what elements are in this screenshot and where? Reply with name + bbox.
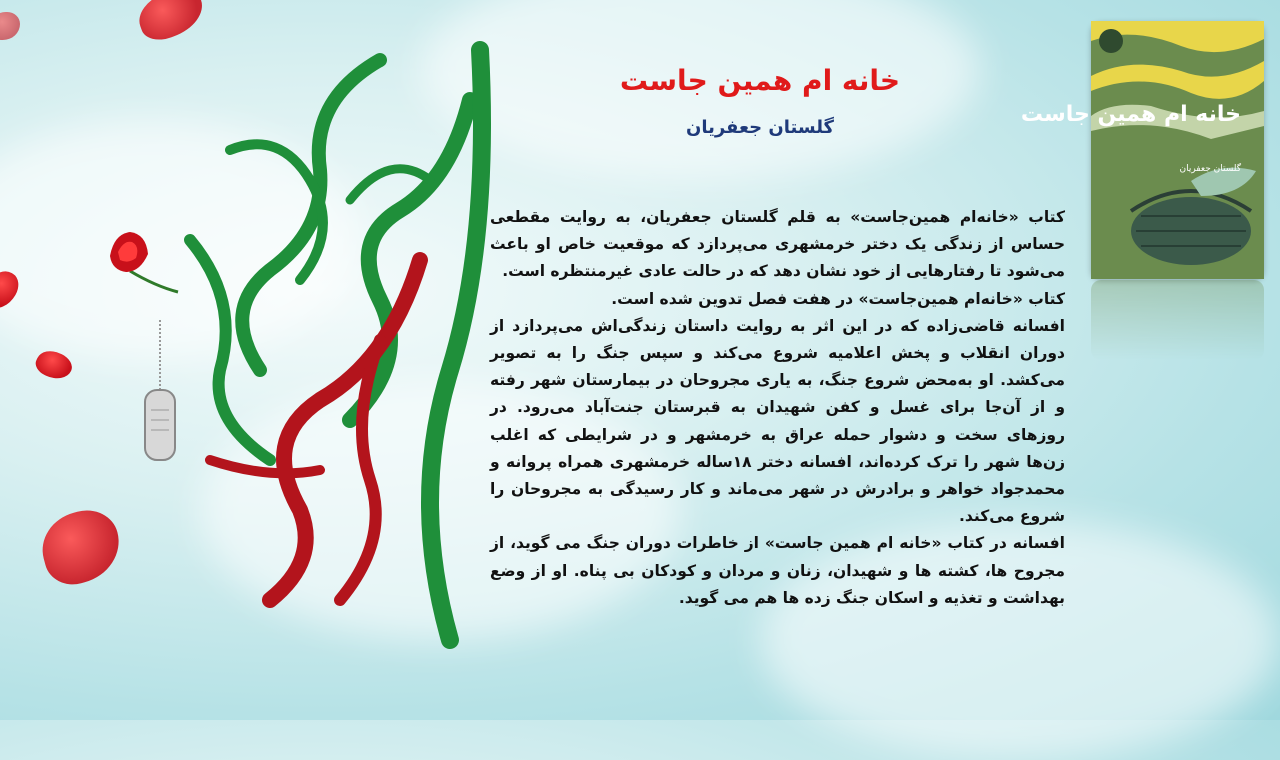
page-title: خانه ام همین جاست xyxy=(619,64,901,97)
author-name: گلستان جعفریان xyxy=(685,117,835,138)
book-cover-reflection xyxy=(1091,280,1264,360)
dog-tag-icon xyxy=(135,320,185,470)
paragraph: افسانه در کتاب «خانه ام همین جاست» از خاطرات دوران جنگ می گوید، از مجروح ها، کشته ها و شهیدان، زنان و مردان و کودکان بی پناه. او از وضع بهداشت و تغذیه و اسکان جنگ زده ها هم می گوید. xyxy=(490,534,1065,607)
paragraph: کتاب «خانه‌ام همین‌جاست» به قلم گلستان جعفریان، به روایت مقطعی حساس از زندگی یک دختر خرمشهری می‌پردازد که موقعیت خاص او باعث می‌شود تا رفتارهایی از خود نشان دهد که در حالت عادی غیرمنتظره است. xyxy=(490,208,1065,281)
book-cover-title: خانه ام همین جاست xyxy=(1020,102,1241,127)
book-cover-image xyxy=(1020,21,1264,279)
paragraph: کتاب «خانه‌ام همین‌جاست» در هفت فصل تدوین شده است. xyxy=(611,289,1065,308)
calligraphy-artwork xyxy=(150,40,510,670)
petal-icon xyxy=(0,12,20,40)
body-text xyxy=(490,204,1065,612)
book-cover-author: گلستان جعفریان xyxy=(1179,164,1241,174)
petal-icon xyxy=(34,503,127,591)
paragraph: افسانه قاضی‌زاده که در این اثر به روایت داستان زندگی‌اش می‌پردازد از دوران انقلاب و پخش اعلامیه شروع می‌کند و سپس جنگ را به تصویر می‌کشد. او به‌محض شروع جنگ، به یاری مجروحان در بیمارستان شهر رفته و از آن‌جا برای غسل و کفن شهیدان به قبرستان جنت‌آباد می‌رود. در روزهای سخت و دشوار حمله عراق به خرمشهر و در شرایطی که اغلب زن‌ها شهر را ترک کرده‌اند، افسانه دختر ۱۸ساله خرمشهری همراه پروانه و محمدجواد خواهر و برادرش در شهر می‌ماند و کار رسیدگی به مجروحان را شروع می‌کند. xyxy=(490,316,1065,526)
petal-icon xyxy=(32,346,76,385)
